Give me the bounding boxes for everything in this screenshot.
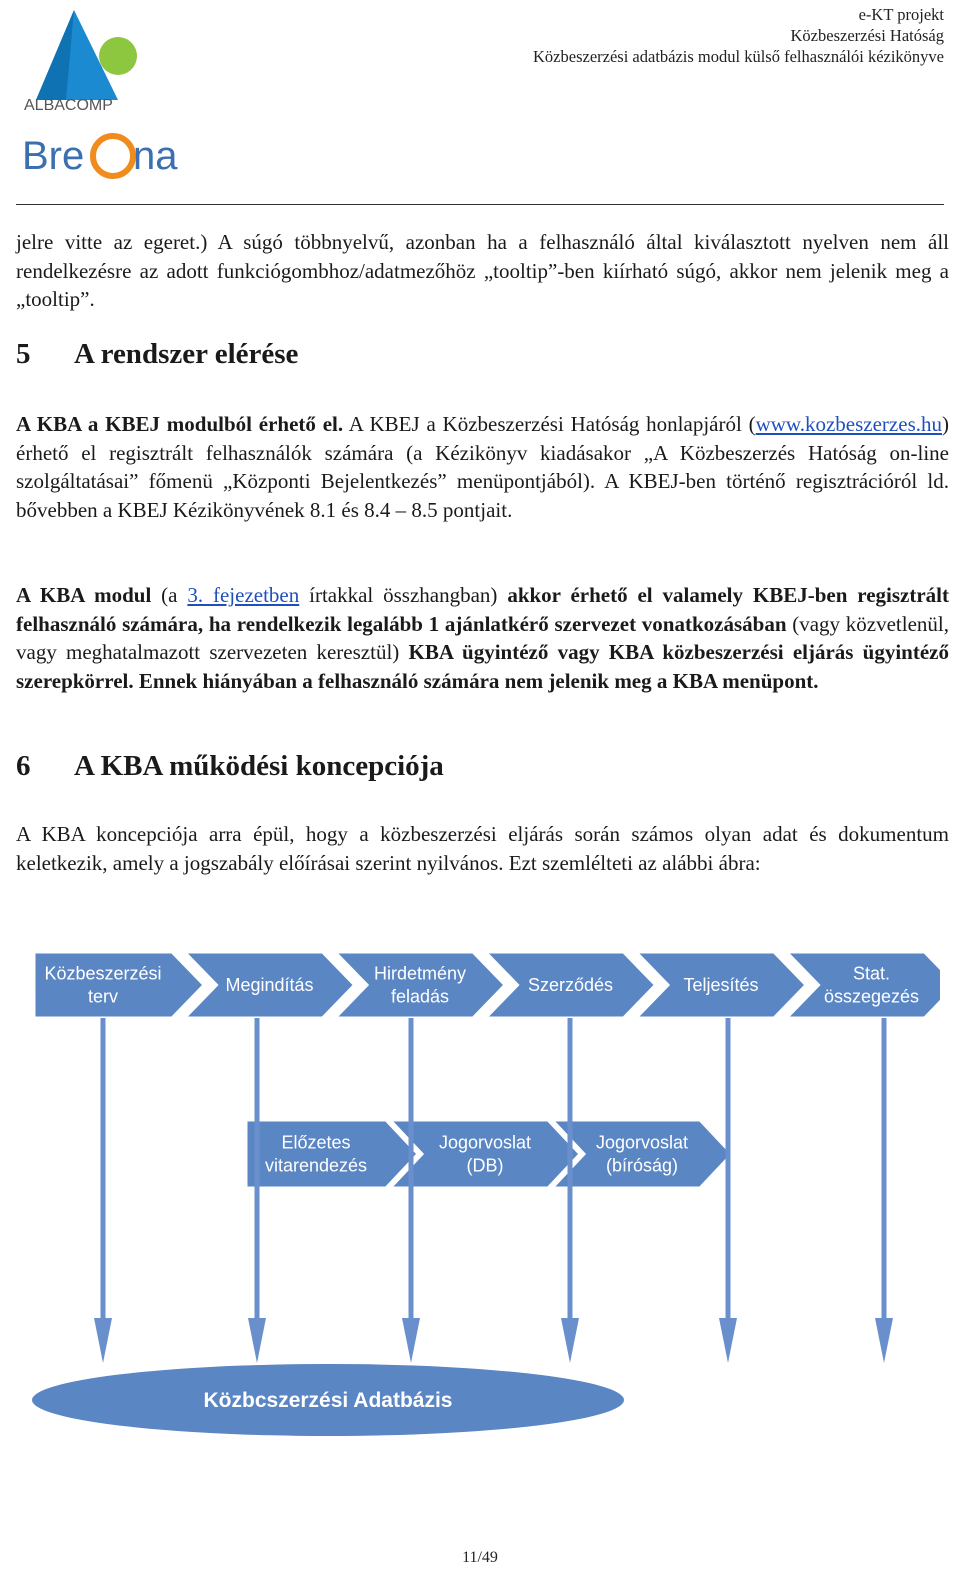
header-project: e-KT projekt [858, 5, 944, 24]
section-number: 5 [16, 338, 31, 370]
process-step-chevron [335, 952, 505, 1018]
section-number: 6 [16, 750, 31, 782]
database-label: Közbcszerzési Adatbázis [203, 1389, 453, 1412]
remedy-step-label: (bíróság) [605, 1155, 679, 1176]
down-arrow-shaft [882, 1018, 887, 1334]
remedy-step-label: Jogorvoslat [438, 1132, 532, 1153]
remedy-step-label: Jogorvoslat [595, 1132, 689, 1153]
process-step-label: terv [87, 986, 119, 1007]
process-step-label: feladás [390, 986, 450, 1007]
section-5-paragraph-2 [16, 581, 949, 695]
body-text: ) érhető el regisztrált felhasználók számára (a Kézikönyv kiadásakor „A Közbeszerzés Hatóság on-line szolgáltatásai” főmenü „Központi Bejelentkezés” menüpontjából). A KBEJ-ben történő regisztrációról ld. bővebben a KBEJ Kézikönyvének 8.1 és 8.4 – 8.5 pontjait. [16, 412, 949, 522]
kba-concept-diagram [28, 944, 940, 1444]
header-authority: Közbeszerzési Hatóság [790, 26, 944, 45]
body-text: A KBEJ a Közbeszerzési Hatóság honlapjáról ( [343, 412, 756, 436]
page-number: 11/49 [462, 1549, 498, 1566]
body-text: A KBA koncepciója arra épül, hogy a közbeszerzési eljárás során számos olyan adat és dokumentum keletkezik, amely a jogszabály előírásai szerint nyilvános. Ezt szemlélteti az alábbi ábra: [16, 822, 949, 875]
process-step-chevron [787, 952, 941, 1018]
down-arrow-shaft [101, 1018, 106, 1334]
intro-paragraph [16, 228, 949, 314]
header-doc-title: Közbeszerzési adatbázis modul külső felhasználói kézikönyve [533, 47, 944, 66]
bold-text: akkor érhető el valamely KBEJ-ben regisztrált felhasználó számára, ha rendelkezik legalább 1 ajánlatkérő szervezet vonatkozásában [16, 583, 949, 636]
process-step-label: Megindítás [225, 975, 314, 995]
down-arrow-shaft [568, 1018, 573, 1334]
bold-text: KBA ügyintéző vagy KBA közbeszerzési eljárás ügyintéző szerepkörrel. Ennek hiányában a felhasználó számára nem jelenik meg a KBA menüpont. [16, 640, 949, 693]
kozbeszerzes-link[interactable]: www.kozbeszerzes.hu [755, 412, 942, 436]
process-step-label: Stat. [852, 963, 891, 984]
section-6-paragraph-1 [16, 820, 949, 877]
body-text: (a [151, 583, 188, 607]
down-arrow-head [248, 1318, 266, 1363]
logo-brenna-text: Bre [22, 134, 85, 178]
section-6-heading [16, 750, 444, 783]
body-text: írtakkal összhangban) [299, 583, 508, 607]
bold-text: A KBA modul [16, 583, 152, 607]
section-5-paragraph-1 [16, 410, 949, 524]
down-arrow-head [94, 1318, 112, 1363]
down-arrow-head [561, 1318, 579, 1363]
company-logo [18, 6, 188, 196]
brenna-swirl-icon [93, 136, 133, 176]
svg-text:na: na [133, 134, 178, 178]
logo-albacomp-text: ALBACOMP [24, 97, 113, 114]
header-meta [484, 4, 944, 67]
remedy-step-label: Előzetes [281, 1132, 351, 1153]
remedy-step-chevron [246, 1120, 418, 1188]
process-step-label: összegezés [823, 986, 920, 1007]
down-arrow-shaft [726, 1018, 731, 1334]
process-step-label: Teljesítés [683, 975, 759, 995]
down-arrow-head [875, 1318, 893, 1363]
down-arrow-head [402, 1318, 420, 1363]
bold-text: A KBA a KBEJ modulból érhető el. [16, 412, 344, 436]
section-5-heading [16, 338, 298, 371]
process-step-chevron [34, 952, 204, 1018]
section-title: A KBA működési koncepciója [74, 750, 444, 782]
body-text: (vagy közvetlenül, vagy meghatalmazott szervezeten keresztül) [16, 611, 949, 665]
albacomp-green-circle-icon [99, 37, 137, 75]
process-step-label: Szerződés [527, 975, 614, 995]
remedy-step-label: vitarendezés [264, 1155, 368, 1176]
process-step-label: Hirdetmény [373, 963, 467, 984]
down-arrow-head [719, 1318, 737, 1363]
remedy-step-label: (DB) [466, 1155, 504, 1176]
down-arrow-shaft [255, 1018, 260, 1334]
header-rule [16, 204, 944, 205]
section-title: A rendszer elérése [74, 338, 299, 370]
intro-text: jelre vitte az egeret.) A súgó többnyelvű, azonban ha a felhasználó által kiválasztott nyelven nem áll rendelkezésre az adott funkciógombhoz/adatmezőhöz „tooltip”-ben kiírható súgó, akkor nem jelenik meg a „tooltip”. [16, 230, 949, 312]
down-arrow-shaft [409, 1018, 414, 1334]
process-step-label: Közbeszerzési [44, 963, 162, 984]
chapter-3-link[interactable]: 3. fejezetben [187, 583, 300, 607]
